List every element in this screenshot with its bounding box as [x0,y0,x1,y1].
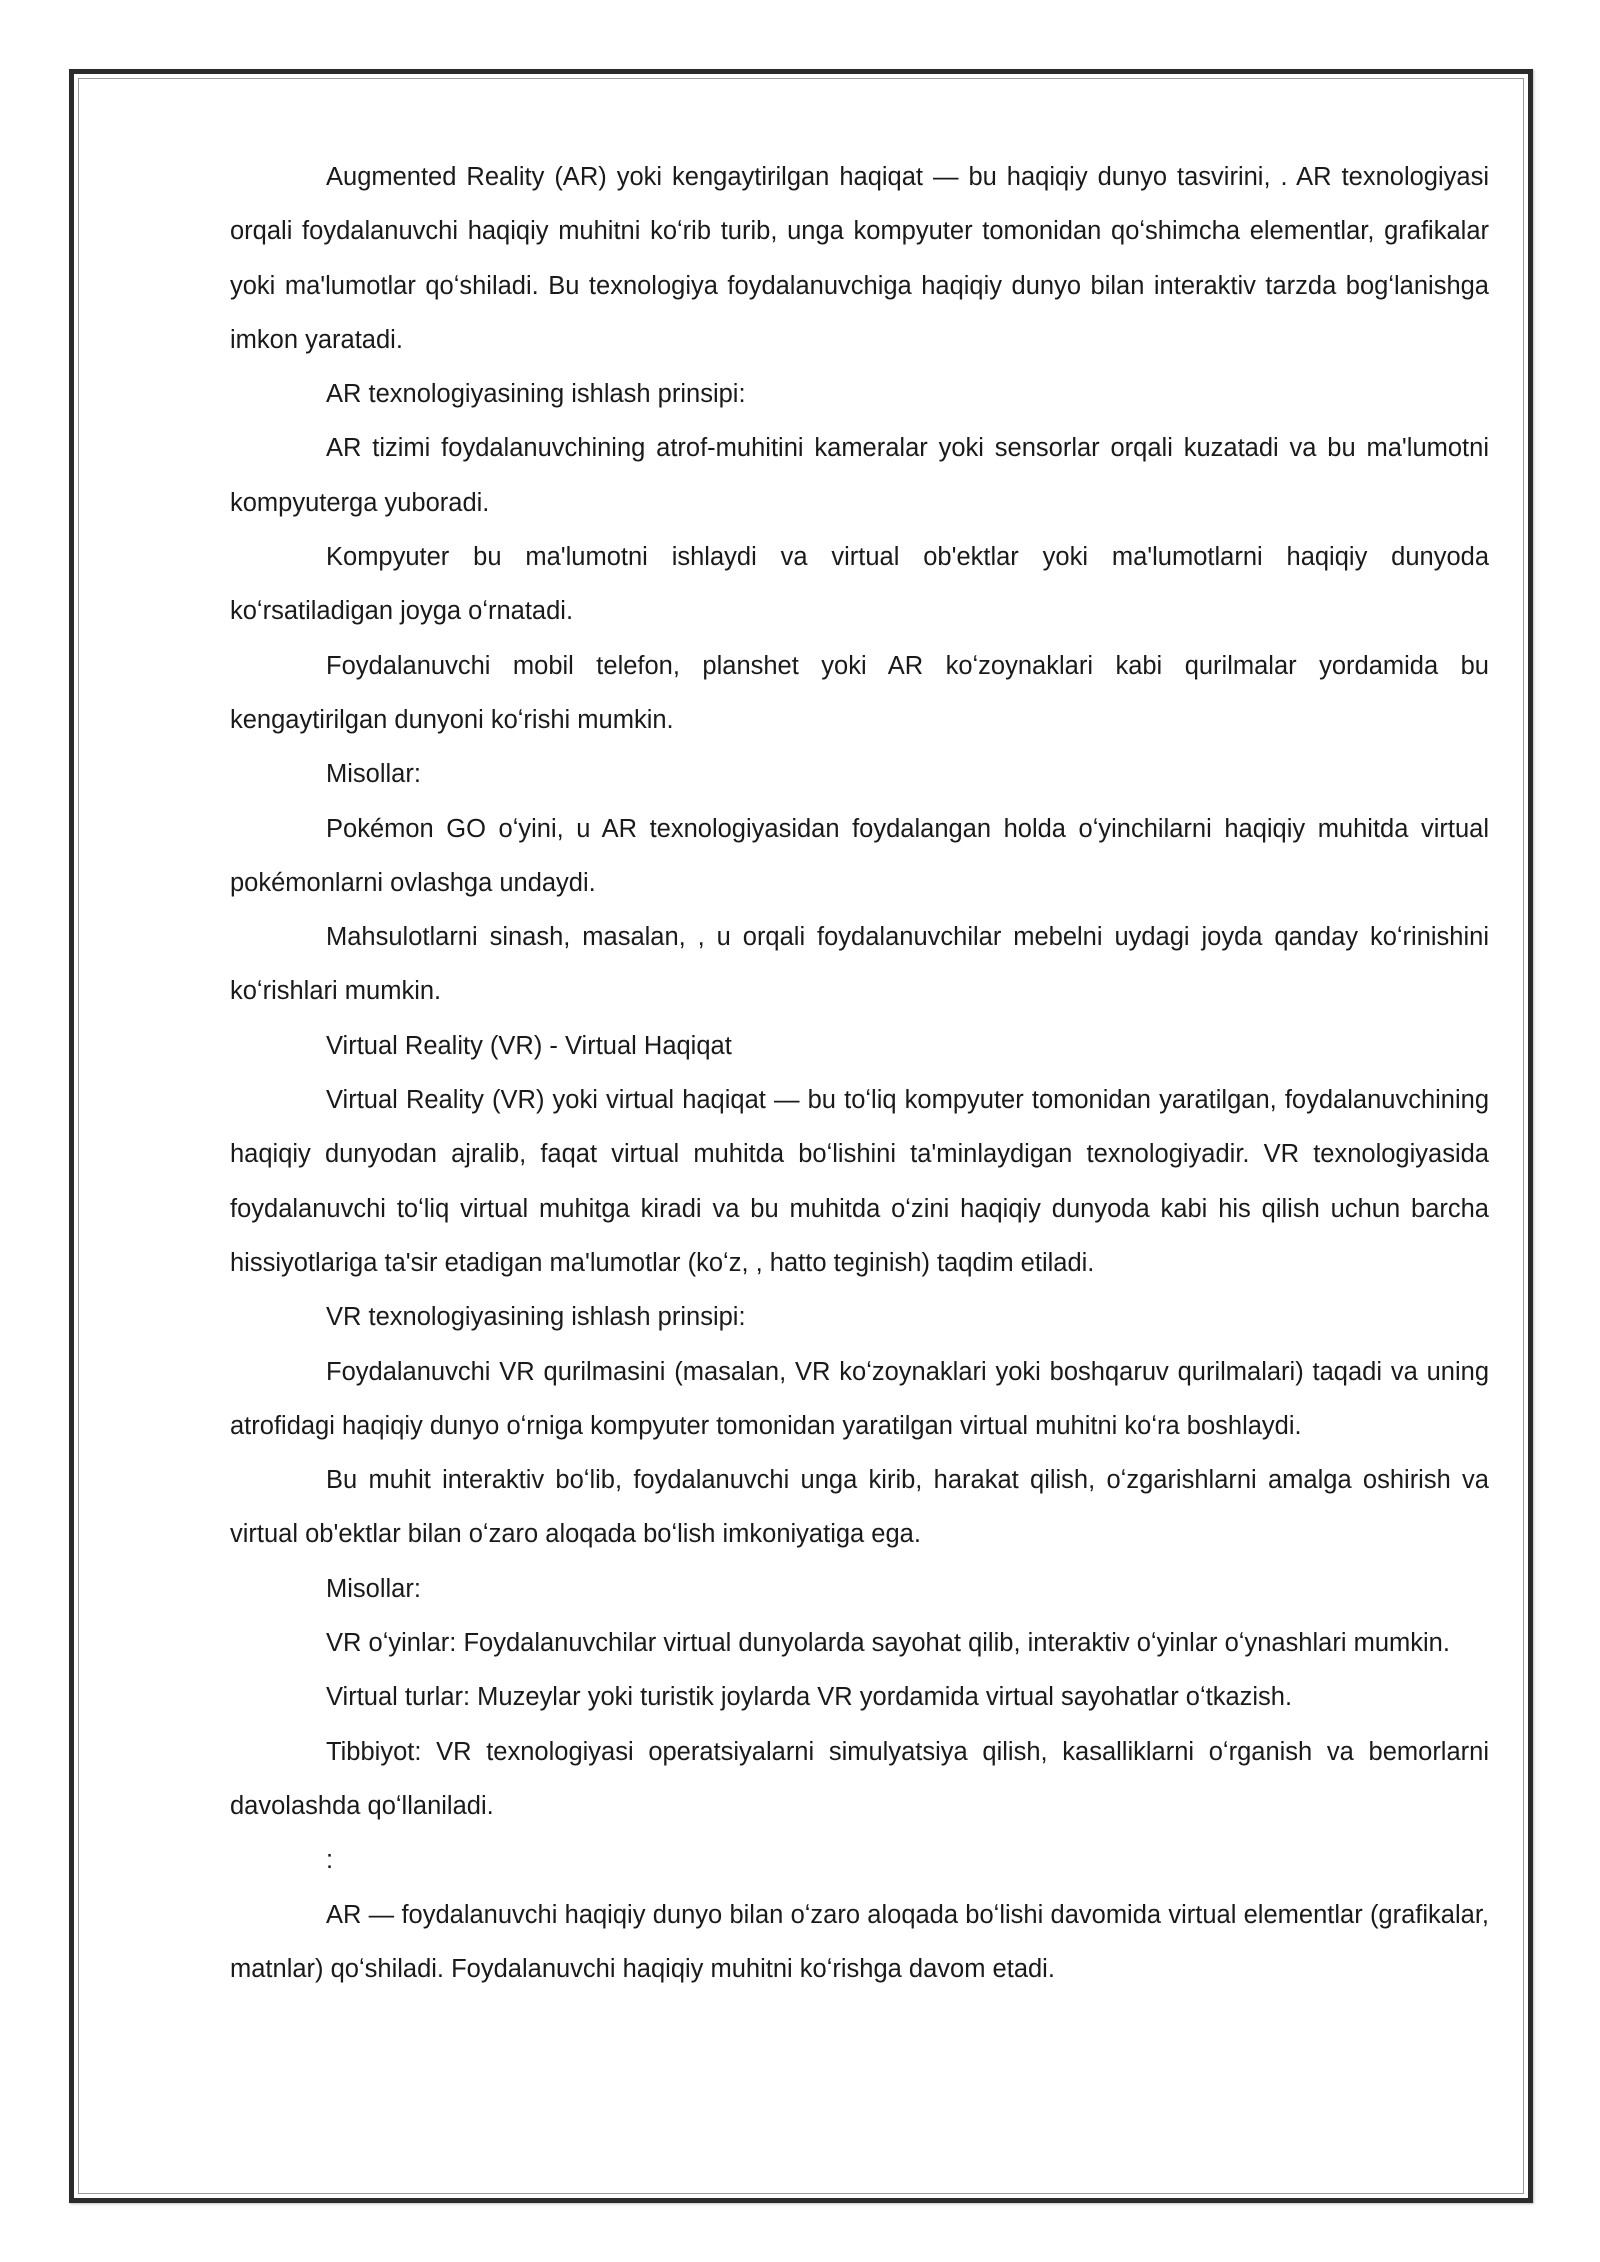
paragraph-ar-step-1: AR tizimi foydalanuvchining atrof-muhitini kameralar yoki sensorlar orqali kuzatadi va bu ma'lumotni kompyuterga yuboradi. [230,434,1489,517]
paragraph-vr-step-2: Bu muhit interaktiv boʻlib, foydalanuvchi unga kirib, harakat qilish, oʻzgarishlarni amalga oshirish va virtual ob'ektlar bilan oʻzaro aloqada boʻlish imkoniyatiga ega. [230,1466,1489,1549]
paragraph-ar-definition: Augmented Reality (AR) yoki kengaytirilgan haqiqat — bu haqiqiy dunyo tasvirini, . AR texnologiyasi orqali foydalanuvchi haqiqiy muhitni koʻrib turib, unga kompyuter tomonidan qoʻshimcha elementlar, grafikalar yoki ma'lumotlar qoʻshiladi. Bu texnologiya foydalanuvchiga haqiqiy dunyo bilan interaktiv tarzda bogʻlanishga imkon yaratadi. [230,163,1489,354]
paragraph-ar-step-3: Foydalanuvchi mobil telefon, planshet yoki AR koʻzoynaklari kabi qurilmalar yordamida bu kengaytirilgan dunyoni koʻrishi mumkin. [230,651,1489,734]
heading-vr-examples: Misollar: [326,1574,421,1603]
paragraph-vr-example-tours: Virtual turlar: Muzeylar yoki turistik joylarda VR yordamida virtual sayohatlar oʻtkazish. [326,1683,1293,1712]
document-body [230,150,1489,1996]
heading-vr: Virtual Reality (VR) - Virtual Haqiqat [326,1031,732,1060]
paragraph-vr-example-games: VR oʻyinlar: Foydalanuvchilar virtual dunyolarda sayohat qilib, interaktiv oʻyinlar oʻynashlari mumkin. [326,1629,1450,1658]
paragraph-ar-example-products: Mahsulotlarni sinash, masalan, , u orqali foydalanuvchilar mebelni uydagi joyda qanday koʻrinishini koʻrishlari mumkin. [230,923,1489,1006]
heading-comparison: : [326,1846,334,1875]
paragraph-ar-example-pokemon: Pokémon GO oʻyini, u AR texnologiyasidan foydalangan holda oʻyinchilarni haqiqiy muhitda virtual pokémonlarni ovlashga undaydi. [230,814,1489,897]
heading-vr-principle: VR texnologiyasining ishlash prinsipi: [326,1303,746,1332]
paragraph-vr-step-1: Foydalanuvchi VR qurilmasini (masalan, VR koʻzoynaklari yoki boshqaruv qurilmalari) taqadi va uning atrofidagi haqiqiy dunyo oʻrniga kompyuter tomonidan yaratilgan virtual muhitni koʻra boshlaydi. [230,1357,1489,1440]
paragraph-vr-definition: Virtual Reality (VR) yoki virtual haqiqat — bu toʻliq kompyuter tomonidan yaratilgan, foydalanuvchining haqiqiy dunyodan ajralib, faqat virtual muhitda boʻlishini ta'minlaydigan texnologiyadir. VR texnologiyasida foydalanuvchi toʻliq virtual muhitga kiradi va bu muhitda oʻzini haqiqiy dunyoda kabi his qilish uchun barcha hissiyotlariga ta'sir etadigan ma'lumotlar (koʻz, , hatto teginish) taqdim etiladi. [230,1086,1489,1277]
paragraph-ar-comparison: AR — foydalanuvchi haqiqiy dunyo bilan oʻzaro aloqada boʻlishi davomida virtual elementlar (grafikalar, matnlar) qoʻshiladi. Foydalanuvchi haqiqiy muhitni koʻrishga davom etadi. [230,1900,1489,1983]
paragraph-vr-example-medicine: Tibbiyot: VR texnologiyasi operatsiyalarni simulyatsiya qilish, kasalliklarni oʻrganish va bemorlarni davolashda qoʻllaniladi. [230,1737,1489,1820]
heading-ar-examples: Misollar: [326,760,421,789]
paragraph-ar-step-2: Kompyuter bu ma'lumotni ishlaydi va virtual ob'ektlar yoki ma'lumotlarni haqiqiy dunyoda koʻrsatiladigan joyga oʻrnatadi. [230,543,1489,626]
heading-ar-principle: AR texnologiyasining ishlash prinsipi: [326,380,746,409]
